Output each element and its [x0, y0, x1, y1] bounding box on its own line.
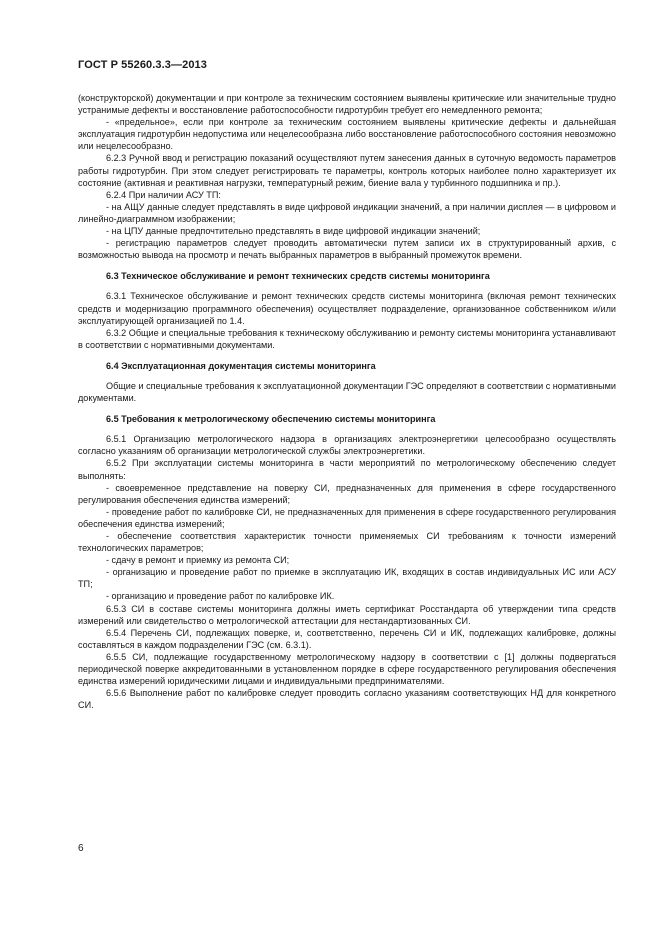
- paragraph: - обеспечение соответствия характеристик точности применяемых СИ требованиям к точности измерений технологических параметров;: [78, 531, 616, 554]
- paragraph: (конструкторской) документации и при контроле за техническим состоянием выявлены критические или значительные трудно устранимые дефекты и восстановление работоспособности гидротурбин требует его немедленного ремонта;: [78, 93, 616, 116]
- paragraph: - на ЦПУ данные предпочтительно представлять в виде цифровой индикации значений;: [106, 226, 481, 237]
- paragraph: 6.5.3 СИ в составе системы мониторинга должны иметь сертификат Росстандарта об утверждении типа средств измерений или свидетельство о метрологической аттестации для нестандартизованных СИ.: [78, 603, 616, 626]
- section-heading: 6.3 Техническое обслуживание и ремонт технических средств системы мониторинга: [106, 271, 490, 282]
- paragraph: - регистрацию параметров следует проводить автоматически путем записи их в структурированный архив, с возможностью вывода на просмотр и печать выбранных параметров в выбранный промежуток времени.: [78, 238, 616, 261]
- paragraph: 6.5.1 Организацию метрологического надзора в организациях электроэнергетики целесообразно осуществлять согласно указаниям об организации метрологической службы электроэнергетики.: [78, 434, 616, 457]
- paragraph: 6.3.1 Техническое обслуживание и ремонт технических средств системы мониторинга (включая ремонт технических средств и модернизацию программного обеспечения) осуществляет подразделение, организованное собственником и/или эксплуатирующей организацией по 1.4.: [78, 291, 616, 326]
- paragraph: - сдачу в ремонт и приемку из ремонта СИ;: [106, 555, 290, 566]
- section-heading: 6.4 Эксплуатационная документация системы мониторинга: [106, 360, 376, 371]
- paragraph: 6.5.2 При эксплуатации системы мониторинга в части мероприятий по метрологическому обеспечению следует выполнять:: [78, 458, 616, 481]
- paragraph: Общие и специальные требования к эксплуатационной документации ГЭС определяют в соответствии с нормативными документами.: [78, 380, 616, 404]
- paragraph: 6.2.3 Ручной ввод и регистрацию показаний осуществляют путем занесения данных в суточную ведомость параметров работы гидротурбин. При этом следует регистрировать те параметры, контроль которых наиболее полно характеризует их состояние (активная и реактивная нагрузки, температурный режим, биение вала у турбинного подшипника и пр.).: [78, 153, 616, 188]
- document-body: [78, 92, 616, 711]
- paragraph: 6.3.2 Общие и специальные требования к техническому обслуживанию и ремонту системы мониторинга устанавливают в соответствии с нормативными документами.: [78, 327, 616, 350]
- paragraph: - «предельное», если при контроле за техническим состоянием выявлены критические дефекты и дальнейшая эксплуатация гидротурбин недопустима или нецелесообразна либо восстановление работоспособного состояния невозможно или нецелесообразно.: [78, 117, 616, 152]
- paragraph: - организацию и проведение работ по калибровке ИК.: [106, 591, 335, 602]
- paragraph: - своевременное представление на поверку СИ, предназначенных для применения в сфере государственного регулирования обеспечения единства измерений;: [78, 482, 616, 505]
- paragraph: 6.5.5 СИ, подлежащие государственному метрологическому надзору в соответствии с [1] должны подвергаться периодической поверке аккредитованными в установленном порядке в сфере государственного регулирования обеспечения единства измерений юридическими лицами и индивидуальными предпринимателями.: [78, 651, 616, 687]
- document-header: ГОСТ Р 55260.3.3—2013: [78, 59, 207, 71]
- paragraph: 6.5.6 Выполнение работ по калибровке следует проводить согласно указаниям соответствующих НД для конкретного СИ.: [78, 688, 616, 711]
- section-heading: 6.5 Требования к метрологическому обеспечению системы мониторинга: [106, 414, 436, 425]
- paragraph: 6.2.4 При наличии АСУ ТП:: [106, 189, 221, 200]
- page-number: 6: [78, 843, 84, 854]
- paragraph: - проведение работ по калибровке СИ, не предназначенных для применения в сфере государственного регулирования обеспечения единства измерений;: [78, 506, 616, 529]
- paragraph: - организацию и проведение работ по приемке в эксплуатацию ИК, входящих в состав индивидуальных ИС или АСУ ТП;: [78, 567, 616, 590]
- paragraph: - на АЩУ данные следует представлять в виде цифровой индикации значений, а при наличии дисплея — в цифровом и линейно-диаграммном изображении;: [78, 201, 616, 224]
- paragraph: 6.5.4 Перечень СИ, подлежащих поверке, и, соответственно, перечень СИ и ИК, подлежащих калибровке, должны составляться в каждом подразделении ГЭС (см. 6.3.1).: [78, 627, 616, 650]
